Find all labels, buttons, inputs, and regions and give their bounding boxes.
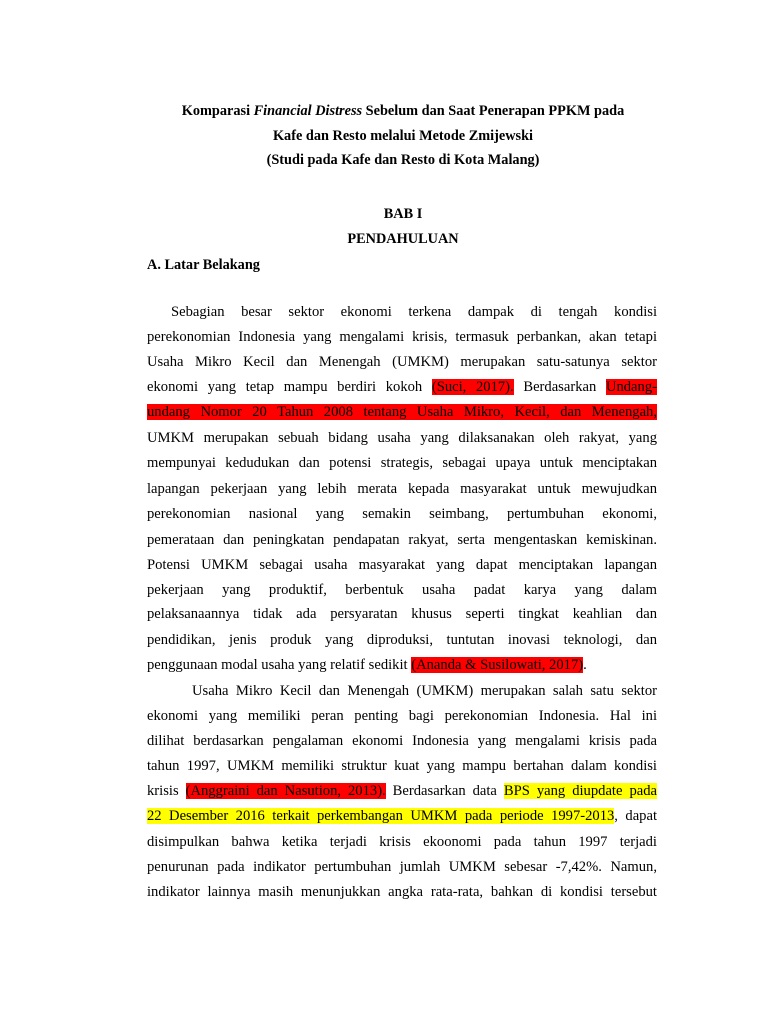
title-suffix: Sebelum dan Saat Penerapan PPKM pada xyxy=(362,103,625,119)
chapter-number: BAB I xyxy=(383,206,423,222)
paragraph-line: ekonomi yang memiliki peran penting bagi perekonomian Indonesia. Hal ini xyxy=(147,708,657,724)
paragraph-line: pelaksanaannya tidak ada persyaratan khusus seperti tingkat keahlian dan xyxy=(147,606,657,622)
paragraph-line: pendidikan, jenis produk yang diproduksi, tuntutan inovasi teknologi, dan xyxy=(147,632,657,648)
paragraph-line: pekerjaan yang produktif, berbentuk usaha padat karya yang dalam xyxy=(147,582,657,598)
paragraph-line: UMKM merupakan sebuah bidang usaha yang dilaksanakan oleh rakyat, yang xyxy=(147,430,657,446)
paragraph-line: penurunan pada indikator pertumbuhan jumlah UMKM sebesar -7,42%. Namun, xyxy=(147,859,657,875)
paragraph-line: pemerataan dan peningkatan pendapatan rakyat, serta mengentaskan kemiskinan. xyxy=(147,532,657,548)
paragraph-line: Sebagian besar sektor ekonomi terkena dampak di tengah kondisi xyxy=(171,304,657,320)
paragraph-line: mempunyai kedudukan dan potensi strategis, sebagai upaya untuk menciptakan xyxy=(147,455,657,471)
paragraph-line: ekonomi yang tetap mampu berdiri kokoh (Suci, 2017). Berdasarkan Undang- xyxy=(147,379,657,395)
paragraph-line: disimpulkan bahwa ketika terjadi krisis ekoonomi pada tahun 1997 terjadi xyxy=(147,834,657,850)
data-source-highlight: 22 Desember 2016 terkait perkembangan UMKM pada periode 1997-2013 xyxy=(147,808,615,824)
citation-highlight: (Suci, 2017). xyxy=(431,379,514,395)
paragraph-line: dilihat berdasarkan pengalaman ekonomi Indonesia yang mengalami krisis pada xyxy=(147,733,657,749)
document-title-line-2: Kafe dan Resto melalui Metode Zmijewski xyxy=(272,128,534,144)
paragraph-line xyxy=(147,404,657,421)
paragraph-line: 22 Desember 2016 terkait perkembangan UMKM pada periode 1997-2013, dapat xyxy=(147,808,657,824)
document-title-line-1 xyxy=(0,104,768,118)
document-subtitle: (Studi pada Kafe dan Resto di Kota Malang) xyxy=(266,152,540,168)
data-source-highlight: BPS yang diupdate pada xyxy=(503,783,657,799)
paragraph-line: perekonomian nasional yang semakin seimbang, pertumbuhan ekonomi, xyxy=(147,506,657,522)
law-reference-highlight: undang Nomor 20 Tahun 2008 tentang Usaha Mikro, Kecil, dan Menengah, xyxy=(147,404,657,420)
paragraph-line: tahun 1997, UMKM memiliki struktur kuat yang mampu bertahan dalam kondisi xyxy=(147,758,657,774)
law-reference-highlight: Undang- xyxy=(605,379,657,395)
paragraph-line: indikator lainnya masih menunjukkan angka rata-rata, bahkan di kondisi tersebut xyxy=(147,884,657,900)
title-prefix: Komparasi xyxy=(181,103,254,119)
section-heading: A. Latar Belakang xyxy=(147,257,260,273)
paragraph-line: Usaha Mikro Kecil dan Menengah (UMKM) merupakan satu-satunya sektor xyxy=(147,354,657,370)
paragraph-line: krisis (Anggraini dan Nasution, 2013). Berdasarkan data BPS yang diupdate pada xyxy=(147,783,657,799)
paragraph-line: Usaha Mikro Kecil dan Menengah (UMKM) merupakan salah satu sektor xyxy=(192,683,657,699)
paragraph-line: penggunaan modal usaha yang relatif sedikit (Ananda & Susilowati, 2017). xyxy=(147,657,587,673)
chapter-name: PENDAHULUAN xyxy=(347,231,459,247)
paragraph-line: lapangan pekerjaan yang lebih merata kepada masyarakat untuk mewujudkan xyxy=(147,481,657,497)
paragraph-line: perekonomian Indonesia yang mengalami krisis, termasuk perbankan, akan tetapi xyxy=(147,329,657,345)
title-italic-term: Financial Distress xyxy=(253,103,363,119)
citation-highlight: (Ananda & Susilowati, 2017) xyxy=(411,657,584,673)
citation-highlight: (Anggraini dan Nasution, 2013). xyxy=(185,783,386,799)
paragraph-line: Potensi UMKM sebagai usaha masyarakat yang dapat menciptakan lapangan xyxy=(147,557,657,573)
